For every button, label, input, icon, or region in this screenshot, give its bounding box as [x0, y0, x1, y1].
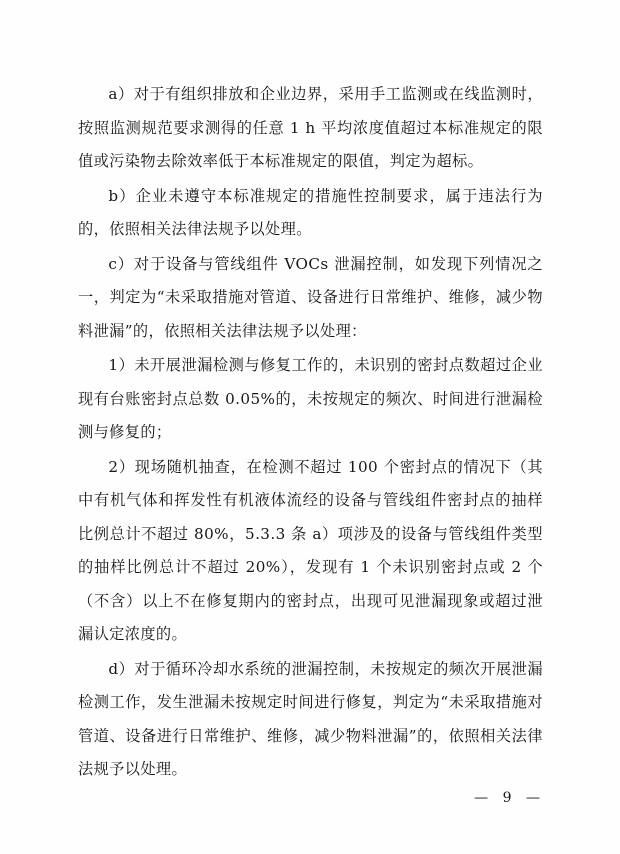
- footer-dash-right: —: [526, 790, 542, 806]
- document-body: [78, 78, 543, 788]
- page-number: 9: [502, 790, 514, 806]
- paragraph-a: a）对于有组织排放和企业边界，采用手工监测或在线监测时，按照监测规范要求测得的任意 1 h 平均浓度值超过本标准规定的限值或污染物去除效率低于本标准规定的限值，判定为超标。: [78, 85, 543, 170]
- paragraph-c: c）对于设备与管线组件 VOCs 泄漏控制，如发现下列情况之一，判定为“未采取措施对管道、设备进行日常维护、维修，减少物料泄漏”的，依照相关法律法规予以处理：: [78, 254, 543, 340]
- paragraph-c-item-1: 1）未开展泄漏检测与修复工作的，未识别的密封点数超过企业现有台账密封点总数 0.05%的，未按规定的频次、时间进行泄漏检测与修复的；: [78, 356, 543, 441]
- paragraph-d: d）对于循环冷却水系统的泄漏控制，未按规定的频次开展泄漏检测工作，发生泄漏未按规定时间进行修复，判定为“未采取措施对管道、设备进行日常维护、维修，减少物料泄漏”的，依照相关法律法规予以处理。: [78, 659, 543, 778]
- page-footer-inner: [474, 790, 542, 806]
- footer-dash-left: —: [474, 790, 491, 806]
- paragraph-b: b）企业未遵守本标准规定的措施性控制要求，属于违法行为的，依照相关法律法规予以处理。: [78, 186, 543, 238]
- paragraph-c-item-2: 2）现场随机抽查，在检测不超过 100 个密封点的情况下（其中有机气体和挥发性有机液体流经的设备与管线组件密封点的抽样比例总计不超过 80%，5.3.3 条 a）项涉及的设备与管线组件类型的抽样比例总计不超过 20%），发现有 1 个未识别密封点或 2 个（不含）以上不在修复期内的密封点，出现可见泄漏现象或超过泄漏认定浓度的。: [78, 457, 543, 643]
